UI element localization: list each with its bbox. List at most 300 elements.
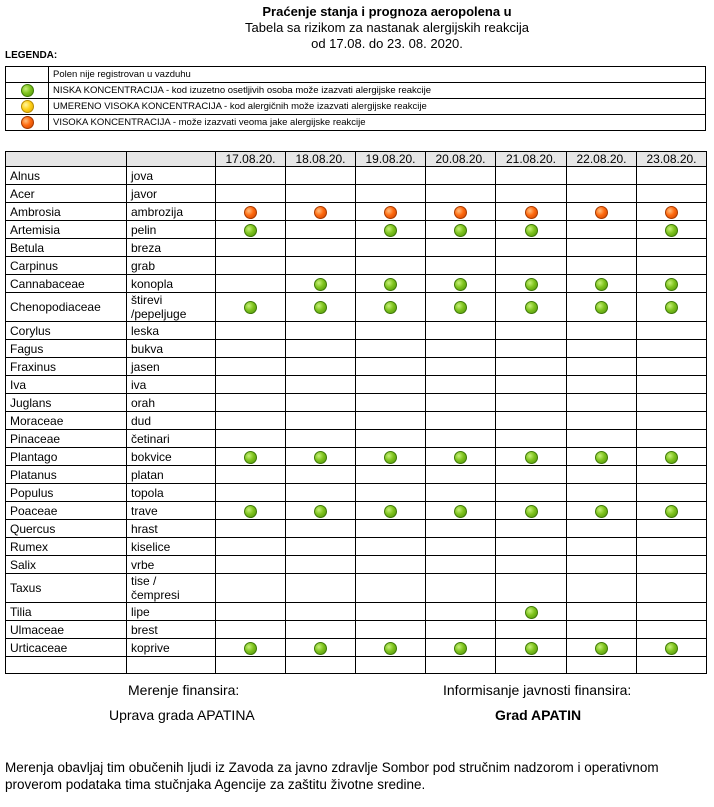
legend-text: UMERENO VISOKA KONCENTRACIJA - kod alergičnih može izazvati alergijske reakcije bbox=[49, 99, 706, 115]
local-name: grab bbox=[127, 257, 216, 275]
latin-name: Plantago bbox=[6, 448, 127, 466]
level-cell bbox=[286, 203, 356, 221]
level-cell bbox=[216, 203, 286, 221]
date-header: 22.08.20. bbox=[567, 152, 637, 167]
legend-table bbox=[5, 66, 706, 131]
report-period: od 17.08. do 23. 08. 2020. bbox=[311, 36, 463, 51]
level-cell bbox=[216, 293, 286, 322]
level-cell bbox=[637, 538, 707, 556]
level-cell bbox=[496, 167, 567, 185]
level-cell bbox=[426, 538, 496, 556]
level-cell bbox=[567, 556, 637, 574]
green-dot-icon bbox=[384, 505, 397, 518]
level-cell bbox=[356, 203, 426, 221]
level-cell bbox=[567, 657, 637, 674]
local-name: koprive bbox=[127, 639, 216, 657]
level-cell bbox=[216, 466, 286, 484]
level-cell bbox=[426, 203, 496, 221]
local-name: bukva bbox=[127, 340, 216, 358]
green-dot-icon bbox=[454, 278, 467, 291]
level-cell bbox=[356, 520, 426, 538]
footer-note: Merenja obavljaj tim obučenih ljudi iz Zavoda za javno zdravlje Sombor pod stručnim nadzorom i operativnom proverom podataka tima stučnjaka Agencije za zaštitu životne sredine. bbox=[5, 760, 659, 792]
level-cell bbox=[637, 257, 707, 275]
local-name bbox=[127, 657, 216, 674]
level-cell bbox=[637, 167, 707, 185]
level-cell bbox=[637, 340, 707, 358]
date-header: 23.08.20. bbox=[637, 152, 707, 167]
local-name: hrast bbox=[127, 520, 216, 538]
green-dot-icon bbox=[244, 301, 257, 314]
level-cell bbox=[286, 293, 356, 322]
latin-name: Carpinus bbox=[6, 257, 127, 275]
green-dot-icon bbox=[384, 278, 397, 291]
level-cell bbox=[567, 221, 637, 239]
level-cell bbox=[356, 556, 426, 574]
table-row bbox=[6, 322, 707, 340]
level-cell bbox=[286, 448, 356, 466]
date-header: 17.08.20. bbox=[216, 152, 286, 167]
level-cell bbox=[216, 448, 286, 466]
level-cell bbox=[496, 621, 567, 639]
level-cell bbox=[426, 639, 496, 657]
latin-name: Acer bbox=[6, 185, 127, 203]
latin-name: Taxus bbox=[6, 574, 127, 603]
latin-name: Chenopodiaceae bbox=[6, 293, 127, 322]
green-dot-icon bbox=[595, 642, 608, 655]
level-cell bbox=[216, 167, 286, 185]
level-cell bbox=[216, 621, 286, 639]
table-row bbox=[6, 293, 707, 322]
latin-name: Urticaceae bbox=[6, 639, 127, 657]
local-name: četinari bbox=[127, 430, 216, 448]
table-row bbox=[6, 603, 707, 621]
orange-dot-icon bbox=[314, 206, 327, 219]
level-cell bbox=[216, 340, 286, 358]
level-cell bbox=[286, 538, 356, 556]
level-cell bbox=[637, 448, 707, 466]
level-cell bbox=[637, 185, 707, 203]
level-cell bbox=[426, 394, 496, 412]
table-row bbox=[6, 358, 707, 376]
level-cell bbox=[286, 394, 356, 412]
level-cell bbox=[356, 257, 426, 275]
level-cell bbox=[637, 574, 707, 603]
green-dot-icon bbox=[314, 505, 327, 518]
table-row bbox=[6, 394, 707, 412]
level-cell bbox=[356, 394, 426, 412]
level-cell bbox=[426, 466, 496, 484]
green-dot-icon bbox=[244, 224, 257, 237]
level-cell bbox=[286, 621, 356, 639]
level-cell bbox=[286, 412, 356, 430]
table-row bbox=[6, 430, 707, 448]
legend-row bbox=[6, 83, 706, 99]
latin-name: Ulmaceae bbox=[6, 621, 127, 639]
latin-name: Platanus bbox=[6, 466, 127, 484]
level-cell bbox=[426, 340, 496, 358]
local-name: javor bbox=[127, 185, 216, 203]
level-cell bbox=[426, 412, 496, 430]
level-cell bbox=[356, 358, 426, 376]
level-cell bbox=[637, 621, 707, 639]
green-dot-icon bbox=[314, 451, 327, 464]
level-cell bbox=[356, 603, 426, 621]
latin-name: Populus bbox=[6, 484, 127, 502]
table-row bbox=[6, 538, 707, 556]
level-cell bbox=[216, 412, 286, 430]
level-cell bbox=[426, 293, 496, 322]
table-row bbox=[6, 657, 707, 674]
local-name: platan bbox=[127, 466, 216, 484]
level-cell bbox=[356, 340, 426, 358]
level-cell bbox=[496, 639, 567, 657]
level-cell bbox=[356, 275, 426, 293]
green-dot-icon bbox=[454, 301, 467, 314]
latin-name: Artemisia bbox=[6, 221, 127, 239]
level-cell bbox=[496, 257, 567, 275]
level-cell bbox=[216, 221, 286, 239]
level-cell bbox=[426, 484, 496, 502]
level-cell bbox=[637, 484, 707, 502]
latin-name: Poaceae bbox=[6, 502, 127, 520]
level-cell bbox=[567, 520, 637, 538]
information-funding-label: Informisanje javnosti finansira: bbox=[443, 682, 632, 698]
level-cell bbox=[496, 293, 567, 322]
level-cell bbox=[567, 484, 637, 502]
level-cell bbox=[567, 394, 637, 412]
green-dot-icon bbox=[525, 278, 538, 291]
level-cell bbox=[426, 603, 496, 621]
level-cell bbox=[637, 322, 707, 340]
local-name: breza bbox=[127, 239, 216, 257]
level-cell bbox=[637, 639, 707, 657]
local-name: kiselice bbox=[127, 538, 216, 556]
level-cell bbox=[426, 358, 496, 376]
level-cell bbox=[216, 657, 286, 674]
orange-dot-icon bbox=[21, 116, 34, 129]
legend-symbol-cell bbox=[6, 67, 49, 83]
level-cell bbox=[426, 657, 496, 674]
level-cell bbox=[286, 603, 356, 621]
level-cell bbox=[426, 275, 496, 293]
level-cell bbox=[356, 657, 426, 674]
level-cell bbox=[356, 538, 426, 556]
level-cell bbox=[426, 322, 496, 340]
level-cell bbox=[496, 340, 567, 358]
level-cell bbox=[567, 621, 637, 639]
level-cell bbox=[286, 358, 356, 376]
level-cell bbox=[356, 221, 426, 239]
legend-symbol-cell bbox=[6, 99, 49, 115]
date-header: 20.08.20. bbox=[426, 152, 496, 167]
level-cell bbox=[637, 520, 707, 538]
level-cell bbox=[216, 556, 286, 574]
green-dot-icon bbox=[665, 505, 678, 518]
green-dot-icon bbox=[454, 224, 467, 237]
level-cell bbox=[567, 167, 637, 185]
level-cell bbox=[216, 520, 286, 538]
level-cell bbox=[637, 221, 707, 239]
level-cell bbox=[496, 466, 567, 484]
green-dot-icon bbox=[244, 642, 257, 655]
level-cell bbox=[426, 502, 496, 520]
level-cell bbox=[216, 538, 286, 556]
green-dot-icon bbox=[384, 224, 397, 237]
orange-dot-icon bbox=[384, 206, 397, 219]
level-cell bbox=[216, 185, 286, 203]
table-row bbox=[6, 275, 707, 293]
level-cell bbox=[216, 257, 286, 275]
table-row bbox=[6, 466, 707, 484]
latin-name bbox=[6, 657, 127, 674]
level-cell bbox=[637, 430, 707, 448]
level-cell bbox=[496, 275, 567, 293]
latin-name: Alnus bbox=[6, 167, 127, 185]
level-cell bbox=[216, 376, 286, 394]
level-cell bbox=[216, 275, 286, 293]
local-name: trave bbox=[127, 502, 216, 520]
level-cell bbox=[637, 358, 707, 376]
green-dot-icon bbox=[665, 451, 678, 464]
latin-name: Salix bbox=[6, 556, 127, 574]
report-header bbox=[0, 4, 714, 52]
level-cell bbox=[637, 376, 707, 394]
level-cell bbox=[496, 376, 567, 394]
local-name: brest bbox=[127, 621, 216, 639]
level-cell bbox=[567, 239, 637, 257]
latin-name: Cannabaceae bbox=[6, 275, 127, 293]
level-cell bbox=[216, 502, 286, 520]
latin-name: Moraceae bbox=[6, 412, 127, 430]
green-dot-icon bbox=[314, 278, 327, 291]
green-dot-icon bbox=[21, 84, 34, 97]
green-dot-icon bbox=[525, 301, 538, 314]
table-row bbox=[6, 257, 707, 275]
level-cell bbox=[426, 520, 496, 538]
orange-dot-icon bbox=[244, 206, 257, 219]
level-cell bbox=[286, 185, 356, 203]
level-cell bbox=[426, 556, 496, 574]
level-cell bbox=[567, 502, 637, 520]
latin-name: Ambrosia bbox=[6, 203, 127, 221]
table-row bbox=[6, 520, 707, 538]
green-dot-icon bbox=[384, 451, 397, 464]
level-cell bbox=[567, 358, 637, 376]
latin-name: Fraxinus bbox=[6, 358, 127, 376]
level-cell bbox=[286, 340, 356, 358]
level-cell bbox=[216, 358, 286, 376]
level-cell bbox=[426, 376, 496, 394]
level-cell bbox=[496, 556, 567, 574]
level-cell bbox=[637, 556, 707, 574]
latin-name: Rumex bbox=[6, 538, 127, 556]
green-dot-icon bbox=[595, 451, 608, 464]
green-dot-icon bbox=[244, 451, 257, 464]
green-dot-icon bbox=[665, 301, 678, 314]
green-dot-icon bbox=[454, 451, 467, 464]
level-cell bbox=[637, 275, 707, 293]
level-cell bbox=[286, 239, 356, 257]
level-cell bbox=[356, 239, 426, 257]
level-cell bbox=[496, 574, 567, 603]
level-cell bbox=[567, 538, 637, 556]
latin-name: Betula bbox=[6, 239, 127, 257]
latin-name: Quercus bbox=[6, 520, 127, 538]
green-dot-icon bbox=[525, 224, 538, 237]
level-cell bbox=[286, 322, 356, 340]
local-name: ambrozija bbox=[127, 203, 216, 221]
local-name: tise / čempresi bbox=[127, 574, 216, 603]
level-cell bbox=[567, 203, 637, 221]
level-cell bbox=[567, 430, 637, 448]
level-cell bbox=[356, 430, 426, 448]
level-cell bbox=[356, 484, 426, 502]
level-cell bbox=[356, 185, 426, 203]
level-cell bbox=[426, 574, 496, 603]
level-cell bbox=[496, 203, 567, 221]
level-cell bbox=[637, 203, 707, 221]
legend-text: VISOKA KONCENTRACIJA - može izazvati veoma jake alergijske reakcije bbox=[49, 115, 706, 131]
latin-name: Corylus bbox=[6, 322, 127, 340]
level-cell bbox=[567, 340, 637, 358]
level-cell bbox=[496, 520, 567, 538]
level-cell bbox=[286, 167, 356, 185]
green-dot-icon bbox=[314, 642, 327, 655]
level-cell bbox=[496, 412, 567, 430]
latin-name: Tilia bbox=[6, 603, 127, 621]
measurement-funding-label: Merenje finansira: bbox=[128, 682, 240, 698]
latin-name: Fagus bbox=[6, 340, 127, 358]
level-cell bbox=[286, 639, 356, 657]
local-name: lipe bbox=[127, 603, 216, 621]
level-cell bbox=[567, 639, 637, 657]
level-cell bbox=[496, 502, 567, 520]
level-cell bbox=[216, 603, 286, 621]
level-cell bbox=[637, 466, 707, 484]
green-dot-icon bbox=[525, 606, 538, 619]
header-blank-latin bbox=[6, 152, 127, 167]
level-cell bbox=[356, 322, 426, 340]
level-cell bbox=[216, 430, 286, 448]
level-cell bbox=[567, 574, 637, 603]
table-row bbox=[6, 574, 707, 603]
table-row bbox=[6, 167, 707, 185]
green-dot-icon bbox=[454, 505, 467, 518]
level-cell bbox=[637, 502, 707, 520]
local-name: topola bbox=[127, 484, 216, 502]
local-name: bokvice bbox=[127, 448, 216, 466]
date-header: 19.08.20. bbox=[356, 152, 426, 167]
level-cell bbox=[356, 639, 426, 657]
level-cell bbox=[496, 239, 567, 257]
green-dot-icon bbox=[525, 451, 538, 464]
level-cell bbox=[356, 574, 426, 603]
green-dot-icon bbox=[665, 642, 678, 655]
level-cell bbox=[286, 520, 356, 538]
local-name: dud bbox=[127, 412, 216, 430]
date-header: 18.08.20. bbox=[286, 152, 356, 167]
level-cell bbox=[567, 603, 637, 621]
local-name: konopla bbox=[127, 275, 216, 293]
level-cell bbox=[637, 293, 707, 322]
date-header: 21.08.20. bbox=[496, 152, 567, 167]
table-row bbox=[6, 376, 707, 394]
level-cell bbox=[216, 322, 286, 340]
local-name: pelin bbox=[127, 221, 216, 239]
orange-dot-icon bbox=[595, 206, 608, 219]
level-cell bbox=[216, 239, 286, 257]
local-name: jova bbox=[127, 167, 216, 185]
table-row bbox=[6, 340, 707, 358]
level-cell bbox=[567, 376, 637, 394]
orange-dot-icon bbox=[454, 206, 467, 219]
level-cell bbox=[426, 621, 496, 639]
table-row bbox=[6, 639, 707, 657]
level-cell bbox=[496, 484, 567, 502]
green-dot-icon bbox=[384, 301, 397, 314]
table-row bbox=[6, 621, 707, 639]
level-cell bbox=[286, 574, 356, 603]
level-cell bbox=[286, 556, 356, 574]
level-cell bbox=[426, 448, 496, 466]
level-cell bbox=[356, 466, 426, 484]
level-cell bbox=[356, 621, 426, 639]
level-cell bbox=[426, 239, 496, 257]
level-cell bbox=[496, 394, 567, 412]
legend-text: NISKA KONCENTRACIJA - kod izuzetno osetljivih osoba može izazvati alergijske reakcije bbox=[49, 83, 706, 99]
level-cell bbox=[356, 376, 426, 394]
level-cell bbox=[286, 430, 356, 448]
level-cell bbox=[496, 322, 567, 340]
level-cell bbox=[356, 293, 426, 322]
legend-row bbox=[6, 115, 706, 131]
table-row bbox=[6, 412, 707, 430]
level-cell bbox=[567, 466, 637, 484]
report-title: Praćenje stanja i prognoza aeropolena u bbox=[262, 4, 512, 19]
table-row bbox=[6, 556, 707, 574]
level-cell bbox=[356, 448, 426, 466]
level-cell bbox=[286, 466, 356, 484]
table-row bbox=[6, 502, 707, 520]
report-subtitle: Tabela sa rizikom za nastanak alergijskih reakcija bbox=[245, 20, 529, 35]
orange-dot-icon bbox=[525, 206, 538, 219]
level-cell bbox=[426, 430, 496, 448]
date-header-row bbox=[6, 152, 707, 167]
level-cell bbox=[637, 603, 707, 621]
level-cell bbox=[286, 376, 356, 394]
information-funder: Grad APATIN bbox=[495, 707, 582, 723]
level-cell bbox=[567, 257, 637, 275]
level-cell bbox=[637, 412, 707, 430]
green-dot-icon bbox=[454, 642, 467, 655]
pollen-table bbox=[5, 151, 707, 674]
green-dot-icon bbox=[595, 278, 608, 291]
level-cell bbox=[496, 538, 567, 556]
level-cell bbox=[637, 394, 707, 412]
level-cell bbox=[496, 430, 567, 448]
level-cell bbox=[426, 221, 496, 239]
local-name: leska bbox=[127, 322, 216, 340]
table-row bbox=[6, 484, 707, 502]
level-cell bbox=[496, 358, 567, 376]
green-dot-icon bbox=[665, 278, 678, 291]
level-cell bbox=[567, 293, 637, 322]
level-cell bbox=[637, 657, 707, 674]
orange-dot-icon bbox=[665, 206, 678, 219]
level-cell bbox=[216, 394, 286, 412]
level-cell bbox=[496, 221, 567, 239]
table-row bbox=[6, 203, 707, 221]
